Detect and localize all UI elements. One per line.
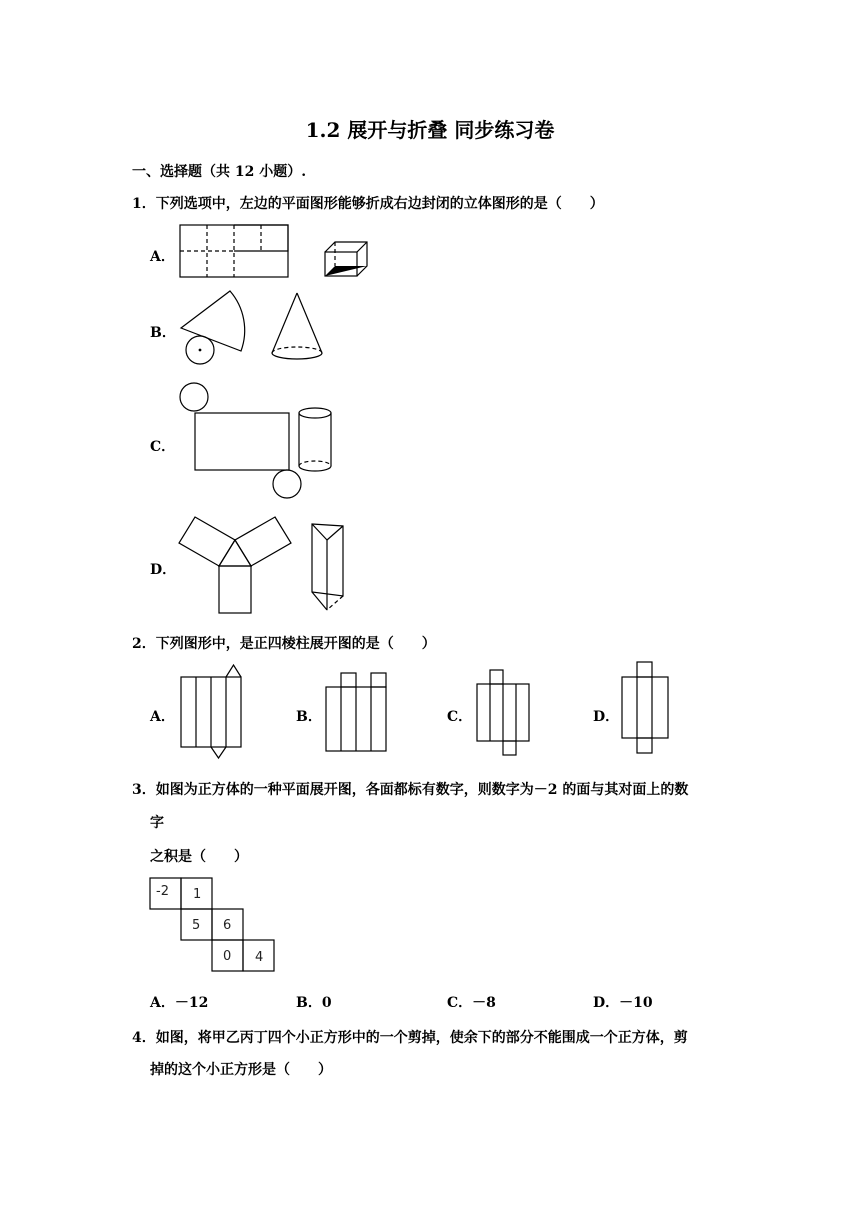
q1-option-d-figure — [175, 512, 375, 617]
q1-option-c-label: C． — [150, 439, 176, 455]
net-cell-value: 4 — [255, 950, 264, 965]
question-4-stem-line1: 4．如图，将甲乙丙丁四个小正方形中的一个剪掉，使余下的部分不能围成一个正方体，剪 — [132, 1030, 688, 1046]
q2-option-d-figure — [618, 658, 673, 758]
q3-choice-c: C．－8 — [447, 995, 496, 1011]
q3-choice-b: B．0 — [296, 995, 332, 1011]
q3-choice-d: D．－10 — [593, 995, 653, 1011]
q1-option-b-label: B． — [150, 325, 176, 341]
q1-option-b-figure — [175, 285, 335, 370]
q1-option-d-label: D． — [150, 562, 177, 578]
net-cell-value: 1 — [193, 887, 202, 902]
net-cell-value: 5 — [192, 918, 201, 933]
question-3-stem-line1: 3．如图为正方体的一种平面展开图，各面都标有数字，则数字为－2 的面与其对面上的数 — [132, 782, 689, 798]
q2-option-c-label: C． — [447, 709, 473, 725]
net-cell-value: 6 — [223, 918, 232, 933]
q1-option-a-label: A． — [150, 249, 175, 265]
question-3-stem-line3: 之积是（ ） — [150, 849, 248, 865]
section-heading: 一、选择题（共 12 小题）. — [132, 164, 307, 180]
q2-option-c-figure — [472, 665, 537, 760]
q1-option-a-figure — [175, 222, 375, 282]
net-cell-value: 0 — [223, 949, 232, 964]
q2-option-a-figure — [175, 660, 250, 760]
question-2-stem: 2．下列图形中，是正四棱柱展开图的是（ ） — [132, 636, 436, 652]
page-title: 1.2 展开与折叠 同步练习卷 — [305, 118, 555, 142]
question-1-stem: 1．下列选项中，左边的平面图形能够折成右边封闭的立体图形的是（ ） — [132, 196, 604, 212]
q2-option-b-label: B． — [296, 709, 322, 725]
q1-option-c-figure — [175, 380, 345, 500]
net-cell-value: -2 — [156, 884, 169, 899]
question-3-stem-line2: 字 — [150, 815, 164, 831]
q3-choice-a: A．－12 — [150, 995, 209, 1011]
q2-option-a-label: A． — [150, 709, 175, 725]
q2-option-b-figure — [322, 665, 392, 760]
question-4-stem-line2: 掉的这个小正方形是（ ） — [150, 1062, 332, 1078]
q2-option-d-label: D． — [593, 709, 620, 725]
